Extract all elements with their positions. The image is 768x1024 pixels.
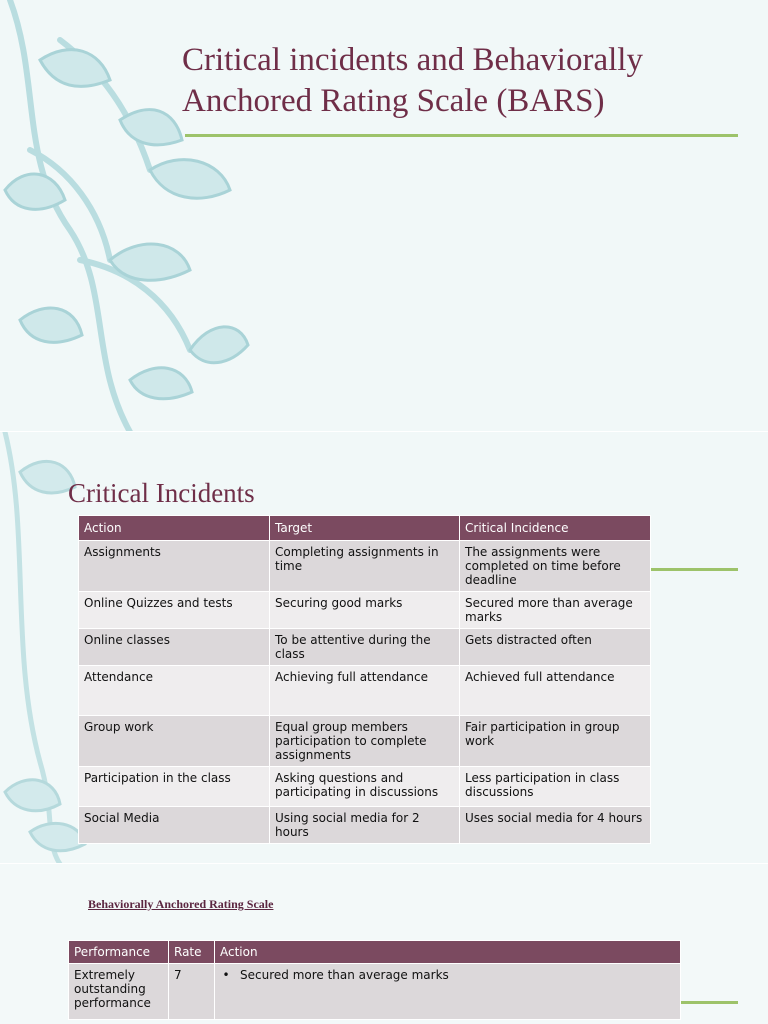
accent-rule-right	[680, 1001, 738, 1004]
table-cell: Online Quizzes and tests	[79, 592, 270, 629]
table-cell: The assignments were completed on time before deadline	[460, 541, 651, 592]
table-cell: To be attentive during the class	[270, 629, 460, 666]
column-header-critical-incidence: Critical Incidence	[460, 516, 651, 541]
table-cell: Fair participation in group work	[460, 716, 651, 767]
slide-title	[182, 40, 742, 122]
table-cell: Social Media	[79, 807, 270, 844]
title-slide	[0, 0, 768, 432]
table-cell: Asking questions and participating in discussions	[270, 767, 460, 807]
table-cell: Uses social media for 4 hours	[460, 807, 651, 844]
table-cell: Extremely outstanding performance	[69, 964, 169, 1020]
table-header-row	[69, 941, 681, 964]
table-row	[79, 629, 651, 666]
table-cell: Securing good marks	[270, 592, 460, 629]
table-cell: Attendance	[79, 666, 270, 716]
title-line-2: Anchored Rating Scale (BARS)	[182, 83, 605, 119]
column-header-target: Target	[270, 516, 460, 541]
table-cell: Online classes	[79, 629, 270, 666]
bullet-icon: •	[222, 968, 230, 982]
critical-incidents-slide	[0, 432, 768, 864]
table-cell: Gets distracted often	[460, 629, 651, 666]
table-cell: Completing assignments in time	[270, 541, 460, 592]
table-cell: Equal group members participation to complete assignments	[270, 716, 460, 767]
table-cell: Achieved full attendance	[460, 666, 651, 716]
bars-heading: Behaviorally Anchored Rating Scale	[88, 897, 274, 911]
table-cell: Group work	[79, 716, 270, 767]
bullet-text: Secured more than average marks	[240, 968, 449, 982]
table-cell: Secured more than average marks	[460, 592, 651, 629]
title-line-1: Critical incidents and Behaviorally	[182, 42, 643, 78]
table-cell: Achieving full attendance	[270, 666, 460, 716]
table-cell: Less participation in class discussions	[460, 767, 651, 807]
table-row	[79, 767, 651, 807]
table-cell	[215, 964, 681, 1020]
section-heading: Critical Incidents	[68, 478, 255, 508]
table-header-row	[79, 516, 651, 541]
list-item	[220, 968, 675, 982]
table-row	[79, 541, 651, 592]
table-row	[69, 964, 681, 1020]
table-row	[79, 666, 651, 716]
column-header-rate: Rate	[169, 941, 215, 964]
table-cell: Assignments	[79, 541, 270, 592]
table-cell: 7	[169, 964, 215, 1020]
table-row	[79, 807, 651, 844]
title-underline-rule	[185, 134, 738, 137]
table-row	[79, 592, 651, 629]
bars-table	[68, 940, 681, 1020]
bars-slide	[0, 864, 768, 1024]
accent-rule-right	[650, 568, 738, 571]
critical-incidents-table	[78, 515, 651, 844]
table-cell: Participation in the class	[79, 767, 270, 807]
table-cell: Using social media for 2 hours	[270, 807, 460, 844]
column-header-performance: Performance	[69, 941, 169, 964]
table-row	[79, 716, 651, 767]
column-header-action: Action	[215, 941, 681, 964]
column-header-action: Action	[79, 516, 270, 541]
